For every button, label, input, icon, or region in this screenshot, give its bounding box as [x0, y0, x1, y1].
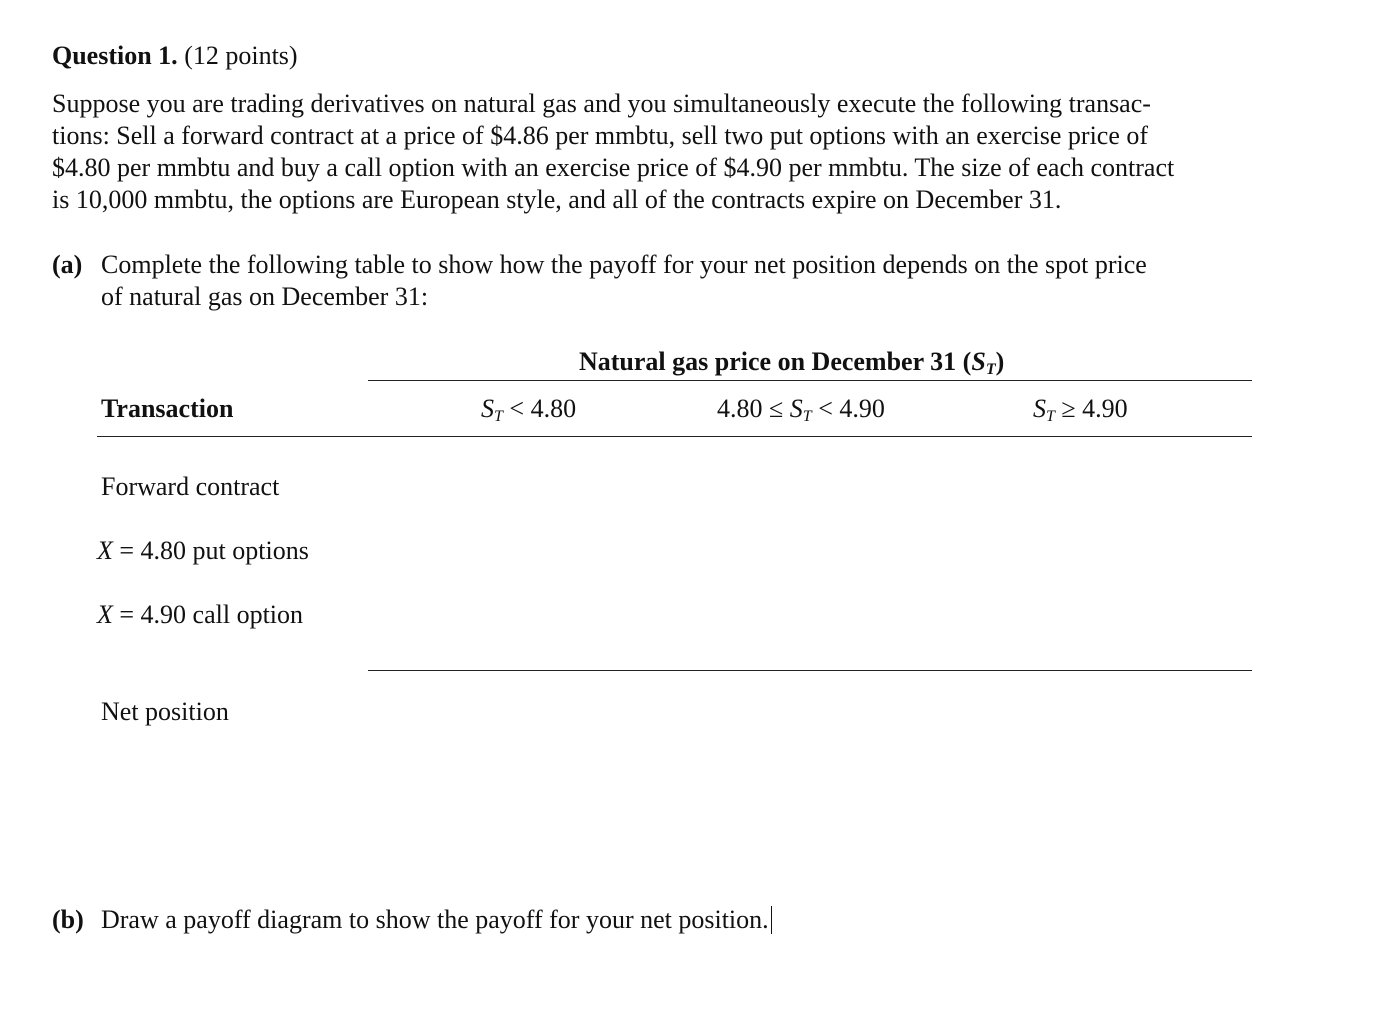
- intro-line-2: tions: Sell a forward contract at a price of $4.86 per mmbtu, sell two put options with an exercise price of: [52, 121, 1149, 150]
- intro-line-1: Suppose you are trading derivatives on natural gas and you simultaneously execute the following transac-: [52, 89, 1151, 118]
- row-call-option: X = 4.90 call option: [97, 600, 304, 629]
- question-label: Question 1.: [52, 41, 178, 70]
- text-cursor: [771, 906, 772, 934]
- intro-line-4: is 10,000 mmbtu, the options are European style, and all of the contracts expire on December 31.: [52, 185, 1062, 214]
- question-points: (12 points): [184, 41, 298, 70]
- header-rule: [97, 436, 1252, 437]
- group-header-rule: [368, 380, 1252, 381]
- table-group-header: Natural gas price on December 31 $(S_T)$: [579, 347, 1005, 378]
- row-forward-contract: Forward contract: [101, 472, 280, 501]
- transaction-column-header: Transaction: [101, 394, 234, 423]
- column-header-between: $4.80 \le S_T < 4.90$: [717, 394, 885, 425]
- row-put-options: X = 4.80 put options: [97, 536, 309, 565]
- part-b-text[interactable]: Draw a payoff diagram to show the payoff for your net position.: [101, 904, 772, 936]
- column-header-below-480: $S_T < 4.80$: [481, 394, 577, 425]
- part-a-line-2: of natural gas on December 31:: [101, 282, 429, 311]
- question-heading: [52, 40, 298, 72]
- part-a-label: (a): [52, 250, 83, 279]
- row-net-position: Net position: [101, 697, 229, 726]
- column-header-above-490: $S_T \ge 4.90$: [1033, 394, 1128, 425]
- part-b-label: (b): [52, 905, 84, 934]
- part-a-line-1: Complete the following table to show how the payoff for your net position depends on the spot price: [101, 250, 1147, 279]
- intro-line-3: $4.80 per mmbtu and buy a call option with an exercise price of $4.90 per mmbtu. The size of each contract: [52, 153, 1175, 182]
- sum-rule: [368, 670, 1252, 671]
